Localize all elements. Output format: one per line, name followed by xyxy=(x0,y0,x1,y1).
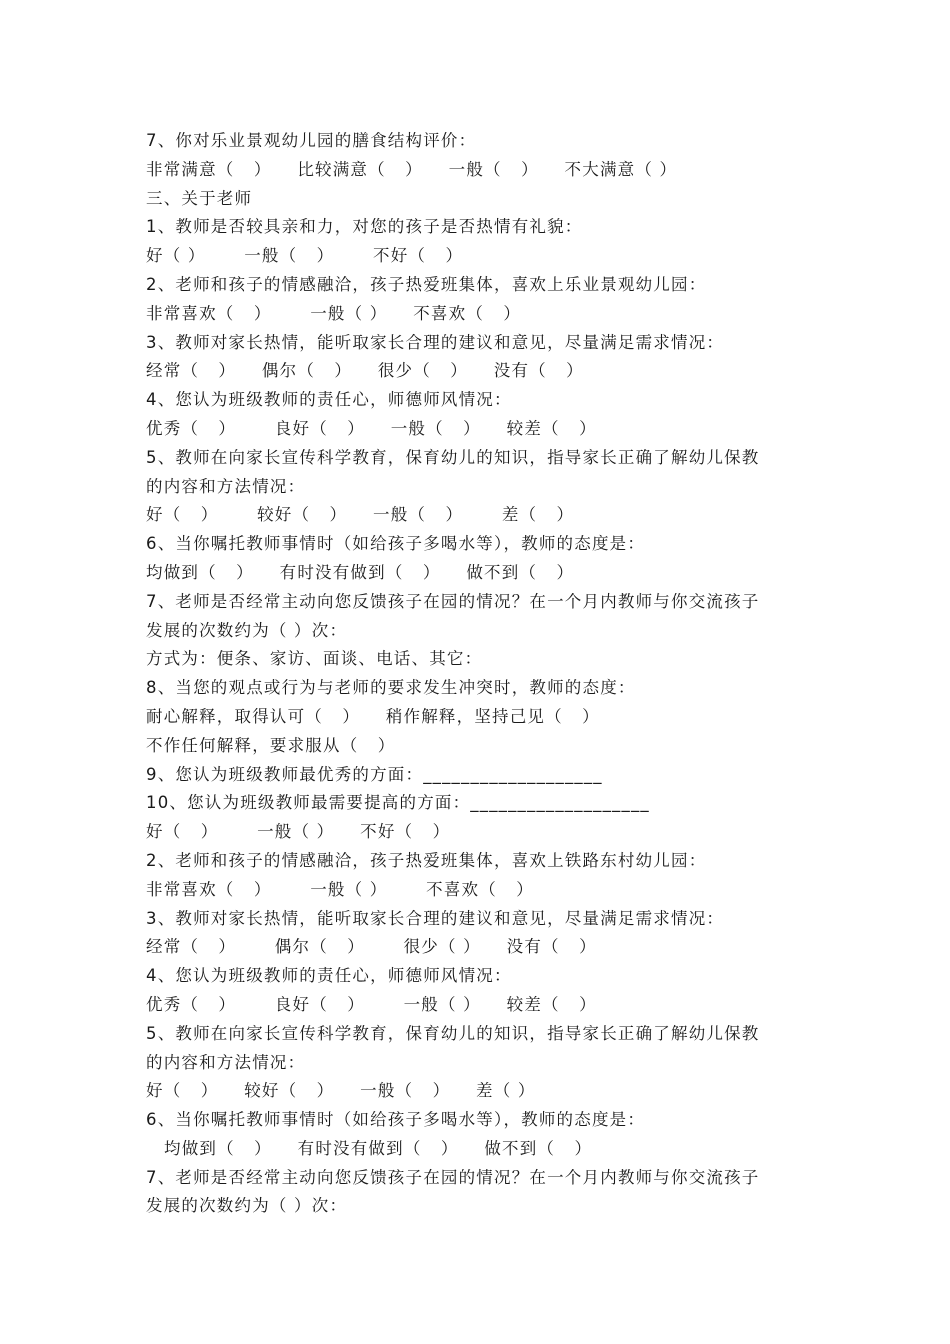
repeat-q5-question-line2: 的内容和方法情况： xyxy=(146,1052,306,1072)
q7-question-line2: 发展的次数约为（ ）次： xyxy=(146,620,348,640)
q7-diet-options: 非常满意（ ） 比较满意（ ） 一般（ ） 不大满意（ ） xyxy=(146,159,678,179)
repeat-q7-question-line1: 7、老师是否经常主动向您反馈孩子在园的情况？在一个月内教师与你交流孩子 xyxy=(146,1167,760,1187)
repeat-q1-options: 好（ ） 一般（ ） 不好（ ） xyxy=(146,822,451,842)
q2-options: 非常喜欢（ ） 一般（ ） 不喜欢（ ） xyxy=(146,303,522,323)
repeat-q7-question-line2: 发展的次数约为（ ）次： xyxy=(146,1196,348,1216)
q7-question-line1: 7、老师是否经常主动向您反馈孩子在园的情况？在一个月内教师与你交流孩子 xyxy=(146,591,760,611)
repeat-q4-question: 4、您认为班级教师的责任心，师德师风情况： xyxy=(146,966,512,986)
q5-question-line1: 5、教师在向家长宣传科学教育，保育幼儿的知识，指导家长正确了解幼儿保教 xyxy=(146,447,760,467)
q6-options: 均做到（ ） 有时没有做到（ ） 做不到（ ） xyxy=(146,562,575,582)
q3-question: 3、教师对家长热情，能听取家长合理的建议和意见，尽量满足需求情况： xyxy=(146,332,725,352)
q5-options: 好（ ） 较好（ ） 一般（ ） 差（ ） xyxy=(146,505,575,525)
repeat-q3-options: 经常（ ） 偶尔（ ） 很少（ ） 没有（ ） xyxy=(146,937,597,957)
q6-question: 6、当你嘱托教师事情时（如给孩子多喝水等），教师的态度是： xyxy=(146,534,646,554)
repeat-q2-options: 非常喜欢（ ） 一般（ ） 不喜欢（ ） xyxy=(146,879,534,899)
repeat-q5-options: 好（ ） 较好（ ） 一般（ ） 差（ ） xyxy=(146,1081,536,1101)
q7-method: 方式为：便条、家访、面谈、电话、其它： xyxy=(146,649,483,669)
q8-options-line1: 耐心解释，取得认可（ ） 稍作解释，坚持己见（ ） xyxy=(146,706,600,726)
q4-options: 优秀（ ） 良好（ ） 一般（ ） 较差（ ） xyxy=(146,418,597,438)
q8-options-line2: 不作任何解释，要求服从（ ） xyxy=(146,735,396,755)
section-heading-teachers: 三、关于老师 xyxy=(146,188,253,208)
repeat-q6-options: 均做到（ ） 有时没有做到（ ） 做不到（ ） xyxy=(164,1138,593,1158)
repeat-q5-question-line1: 5、教师在向家长宣传科学教育，保育幼儿的知识，指导家长正确了解幼儿保教 xyxy=(146,1023,760,1043)
repeat-q2-question: 2、老师和孩子的情感融洽，孩子热爱班集体，喜欢上铁路东村幼儿园： xyxy=(146,850,707,870)
q1-options: 好（ ） 一般（ ） 不好（ ） xyxy=(146,246,464,266)
q10-question: 10、您认为班级教师最需要提高的方面：___________________ xyxy=(146,793,650,813)
questionnaire-body xyxy=(146,127,826,1221)
q7-diet-question: 7、你对乐业景观幼儿园的膳食结构评价： xyxy=(146,131,477,150)
q3-options: 经常（ ） 偶尔（ ） 很少（ ） 没有（ ） xyxy=(146,361,584,381)
q4-question: 4、您认为班级教师的责任心，师德师风情况： xyxy=(146,390,512,410)
q5-question-line2: 的内容和方法情况： xyxy=(146,476,306,496)
q1-question: 1、教师是否较具亲和力，对您的孩子是否热情有礼貌： xyxy=(146,217,583,237)
q2-question: 2、老师和孩子的情感融洽，孩子热爱班集体，喜欢上乐业景观幼儿园： xyxy=(146,274,707,294)
q8-question: 8、当您的观点或行为与老师的要求发生冲突时，教师的态度： xyxy=(146,678,636,698)
repeat-q6-question: 6、当你嘱托教师事情时（如给孩子多喝水等），教师的态度是： xyxy=(146,1110,646,1130)
q9-question: 9、您认为班级教师最优秀的方面：___________________ xyxy=(146,764,603,784)
repeat-q3-question: 3、教师对家长热情，能听取家长合理的建议和意见，尽量满足需求情况： xyxy=(146,908,725,928)
repeat-q4-options: 优秀（ ） 良好（ ） 一般（ ） 较差（ ） xyxy=(146,994,597,1014)
